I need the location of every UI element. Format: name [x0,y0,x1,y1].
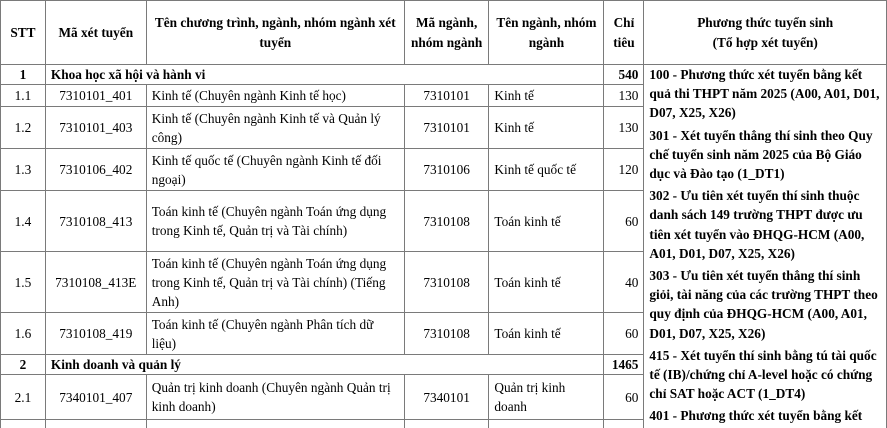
empty-cell [404,420,489,428]
row-quota: 60 [604,375,644,420]
row-code: 7310108_413 [45,191,146,252]
method-item [649,406,881,425]
row-major: Kinh tế quốc tế [489,149,604,191]
group-name: Khoa học xã hội và hành vi [45,65,604,85]
method-text: - Xét tuyển thẳng thí sinh theo Quy chế tuyển sinh năm 2025 của Bộ Giáo dục và Đào tạo (1_DT1) [649,127,873,182]
row-program: Quản trị kinh doanh (Chuyên ngành Quản trị kinh doanh) [146,375,404,420]
row-major: Kinh tế [489,85,604,107]
row-quota: 60 [604,313,644,355]
method-text: - Phương thức xét tuyển bằng kết quả thi THPT năm 2025 (A00, A01, D01, D07, X25, X26) [649,67,880,121]
group-stt: 2 [1,355,46,375]
group-row [1,65,887,85]
row-code: 7310101_403 [45,107,146,149]
method-item [649,65,881,123]
row-major-code: 7310108 [404,191,489,252]
row-program: Toán kinh tế (Chuyên ngành Toán ứng dụng trong Kinh tế, Quản trị và Tài chính) (Tiếng Anh) [146,252,404,313]
empty-cell [146,420,404,428]
row-stt: 1.2 [1,107,46,149]
empty-cell [489,420,604,428]
row-stt: 1.6 [1,313,46,355]
header-phuong-thuc-title: Phương thức tuyển sinh [697,14,834,30]
group-quota: 540 [604,65,644,85]
row-major-code: 7310108 [404,313,489,355]
group-name: Kinh doanh và quản lý [45,355,604,375]
method-item [649,186,881,263]
row-code: 7310108_413E [45,252,146,313]
row-quota: 130 [604,85,644,107]
method-code: 401 [649,408,670,424]
row-stt: 1.4 [1,191,46,252]
methods-cell [644,65,887,428]
header-ten-chuong-trinh: Tên chương trình, ngành, nhóm ngành xét tuyển [146,1,404,65]
row-major-code: 7310101 [404,85,489,107]
method-code: 301 [649,127,670,143]
header-row [1,1,887,65]
header-phuong-thuc-sub: (Tổ hợp xét tuyển) [712,34,818,50]
row-quota: 60 [604,191,644,252]
header-ma-xet-tuyen: Mã xét tuyển [45,1,146,65]
row-quota: 120 [604,149,644,191]
row-quota: 40 [604,252,644,313]
row-program: Kinh tế (Chuyên ngành Kinh tế học) [146,85,404,107]
method-code: 303 [649,268,670,284]
row-code: 7310101_401 [45,85,146,107]
row-code: 7310108_419 [45,313,146,355]
row-code: 7310106_402 [45,149,146,191]
row-major-code: 7310106 [404,149,489,191]
row-stt: 1.3 [1,149,46,191]
row-code: 7340101_407 [45,375,146,420]
row-major: Toán kinh tế [489,191,604,252]
method-code: 415 [649,347,670,363]
method-item [649,346,881,404]
header-ten-nganh: Tên ngành, nhóm ngành [489,1,604,65]
row-major: Quản trị kinh doanh [489,375,604,420]
row-program: Toán kinh tế (Chuyên ngành Phân tích dữ liệu) [146,313,404,355]
row-quota: 130 [604,107,644,149]
empty-cell [1,420,46,428]
header-phuong-thuc [644,1,887,65]
method-text: - Ưu tiên xét tuyển thí sinh thuộc danh sách 149 trường THPT được ưu tiên xét tuyển vào ĐHQG-HCM (A00, A01, D01, D07, X25, X26) [649,188,865,261]
row-program: Kinh tế (Chuyên ngành Kinh tế và Quản lý công) [146,107,404,149]
method-code: 302 [649,188,670,204]
method-text: - Phương thức xét tuyển bằng kết [669,408,863,424]
row-major: Kinh tế [489,107,604,149]
group-stt: 1 [1,65,46,85]
header-stt: STT [1,1,46,65]
row-program: Toán kinh tế (Chuyên ngành Toán ứng dụng trong Kinh tế, Quản trị và Tài chính) [146,191,404,252]
method-text: - Ưu tiên xét tuyển thẳng thí sinh giỏi, tài năng của các trường THPT theo quy định của ĐHQG-HCM (A00, A01, D01, D07, X25, X26) [649,268,878,341]
row-major: Toán kinh tế [489,252,604,313]
header-ma-nganh: Mã ngành, nhóm ngành [404,1,489,65]
row-major-code: 7310101 [404,107,489,149]
row-stt: 2.1 [1,375,46,420]
group-quota: 1465 [604,355,644,375]
row-stt: 1.5 [1,252,46,313]
empty-cell [45,420,146,428]
method-code: 100 [649,67,670,82]
row-stt: 1.1 [1,85,46,107]
row-major-code: 7340101 [404,375,489,420]
method-item [649,266,881,343]
empty-cell [604,420,644,428]
header-chi-tieu: Chỉ tiêu [604,1,644,65]
method-text: - Xét tuyển thí sinh bằng tú tài quốc tế (IB)/chứng chỉ A-level hoặc có chứng chỉ SAT hoặc ACT (1_DT4) [649,347,877,402]
row-major: Toán kinh tế [489,313,604,355]
row-major-code: 7310108 [404,252,489,313]
method-item [649,126,881,184]
row-program: Kinh tế quốc tế (Chuyên ngành Kinh tế đối ngoại) [146,149,404,191]
